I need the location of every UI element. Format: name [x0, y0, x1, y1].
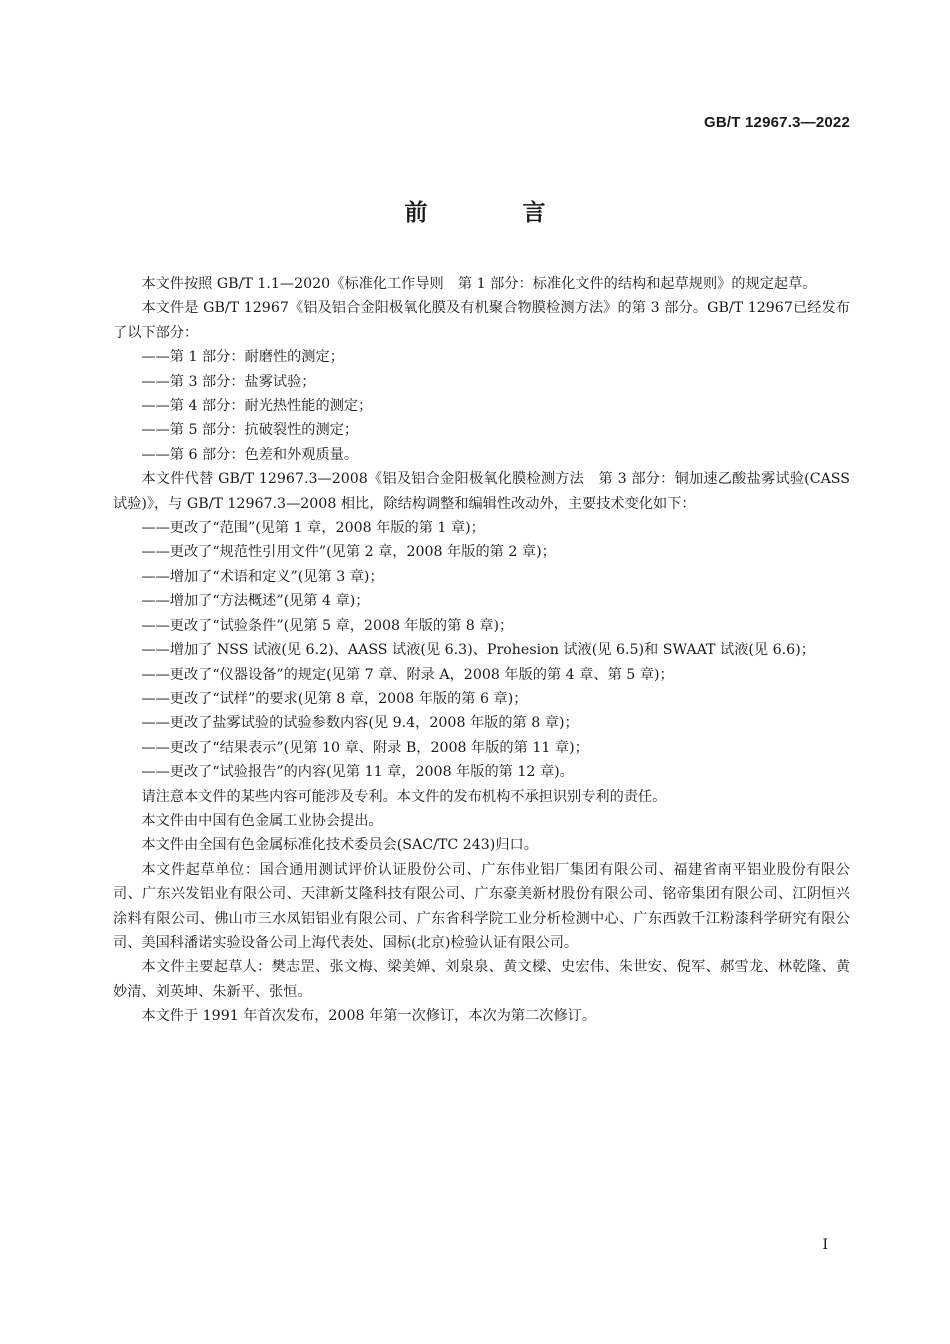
- list-item: ——更改了“范围”(见第 1 章，2008 年版的第 1 章)；: [141, 520, 485, 537]
- list-item: ——更改了“仪器设备”的规定(见第 7 章、附录 A，2008 年版的第 4 章、第 5 章)；: [141, 666, 674, 683]
- paragraph: 本文件于 1991 年首次发布，2008 年第一次修订，本次为第二次修订。: [141, 1008, 597, 1025]
- list-item: ——第 6 部分：色差和外观质量。: [141, 446, 359, 463]
- list-item: ——更改了“结果表示”(见第 10 章、附录 B，2008 年版的第 11 章)；: [141, 739, 589, 756]
- paragraph: 本文件按照 GB/T 1.1—2020《标准化工作导则 第 1 部分：标准化文件的结构和起草规则》的规定起草。: [141, 276, 817, 292]
- list-item: ——更改了“试验报告”的内容(见第 11 章，2008 年版的第 12 章)。: [141, 764, 574, 781]
- page-number: I: [822, 1237, 828, 1253]
- list-item: ——更改了盐雾试验的试验参数内容(见 9.4，2008 年版的第 8 章)；: [141, 715, 579, 732]
- list-item: ——更改了“试样”的要求(见第 8 章，2008 年版的第 6 章)；: [141, 690, 528, 707]
- list-item: ——更改了“试验条件”(见第 5 章，2008 年版的第 8 章)；: [141, 617, 514, 634]
- paragraph: 本文件代替 GB/T 12967.3—2008《铝及铝合金阳极氧化膜检测方法 第 3 部分：铜加速乙酸盐雾试验(CASS 试验)》，与 GB/T 12967.3—2008 相比，除结构调整和编辑性改动外，主要技术变化如下：: [113, 471, 850, 512]
- paragraph: 本文件起草单位：国合通用测试评价认证股份公司、广东伟业铝厂集团有限公司、福建省南平铝业股份有限公司、广东兴发铝业有限公司、天津新艾隆科技有限公司、广东豪美新材股份有限公司、铭帝集团有限公司、江阴恒兴涂料有限公司、佛山市三水凤铝铝业有限公司、广东省科学院工业分析检测中心、广东西敦千江粉漆科学研究有限公司、美国科潘诺实验设备公司上海代表处、国标(北京)检验认证有限公司。: [113, 861, 850, 951]
- list-item: ——第 1 部分：耐磨性的测定；: [141, 349, 344, 366]
- list-item: ——第 3 部分：盐雾试验；: [141, 373, 316, 390]
- page-title: 前 言: [404, 200, 582, 226]
- document-code: GB/T 12967.3—2022: [704, 114, 850, 131]
- paragraph: 本文件由中国有色金属工业协会提出。: [141, 812, 383, 829]
- paragraph: 本文件是 GB/T 12967《铝及铝合金阳极氧化膜及有机聚合物膜检测方法》的第 3 部分。GB/T 12967已经发布了以下部分：: [113, 300, 850, 341]
- list-item: ——增加了 NSS 试液(见 6.2)、AASS 试液(见 6.3)、Prohesion 试液(见 6.5)和 SWAAT 试液(见 6.6)；: [141, 642, 815, 659]
- list-item: ——增加了“方法概述”(见第 4 章)；: [141, 593, 370, 610]
- list-item: ——增加了“术语和定义”(见第 3 章)；: [141, 568, 384, 585]
- preface-body: [113, 272, 850, 1029]
- paragraph: 本文件主要起草人：樊志罡、张文梅、梁美婵、刘泉泉、黄文樑、史宏伟、朱世安、倪军、郝雪龙、林乾隆、黄妙清、刘英坤、朱新平、张恒。: [113, 959, 850, 1000]
- paragraph: 请注意本文件的某些内容可能涉及专利。本文件的发布机构不承担识别专利的责任。: [141, 788, 667, 805]
- paragraph: 本文件由全国有色金属标准化技术委员会(SAC/TC 243)归口。: [141, 837, 538, 854]
- list-item: ——第 4 部分：耐光热性能的测定；: [141, 398, 373, 415]
- list-item: ——第 5 部分：抗破裂性的测定；: [141, 422, 359, 439]
- list-item: ——更改了“规范性引用文件”(见第 2 章，2008 年版的第 2 章)；: [141, 544, 556, 561]
